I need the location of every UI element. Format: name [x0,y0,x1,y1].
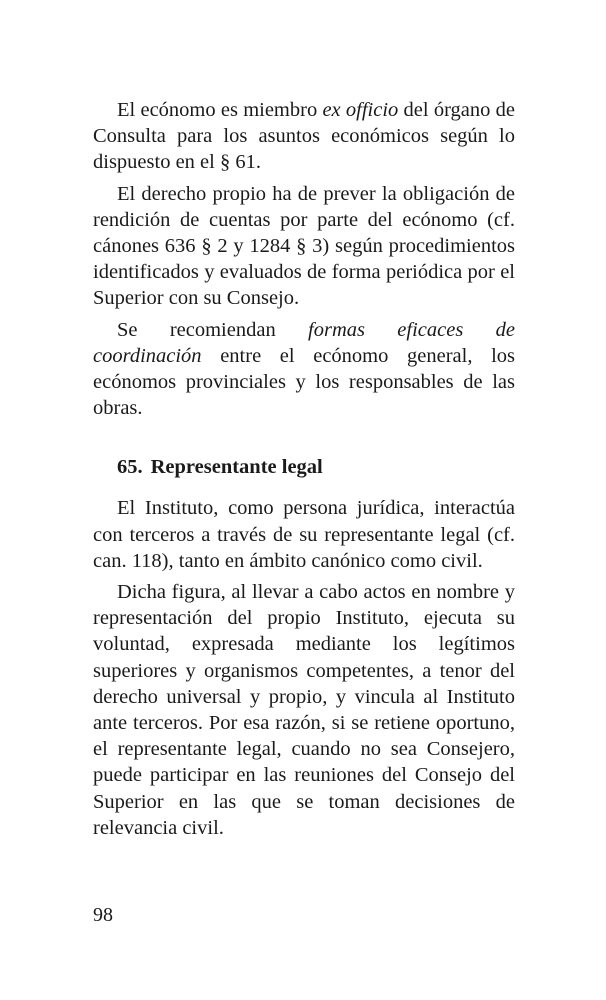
paragraph-rendicion-cuentas: El derecho propio ha de prever la obligación de rendición de cuentas por parte del ecónomo (cf. cánones 636 § 2 y 1284 § 3) según procedimientos identificados y evaluados de forma periódica por el Superior con su Consejo. [93,182,515,310]
text-segment: El ecónomo es miembro [117,99,323,121]
paragraph-coordinacion [93,317,515,422]
paragraph-instituto-persona-juridica: El Instituto, como persona jurídica, interactúa con terceros a través de su representante legal (cf. can. 118), tanto en ámbito canónico como civil. [93,497,515,572]
text-segment: entre el ecónomo general, los ecónomos provinciales y los responsables de las obras. [93,344,515,420]
section-title: Representante legal [150,456,323,479]
section-heading [93,454,515,480]
text-segment: del órgano de Consulta para los asuntos económicos según lo dispuesto en el § 61. [93,99,515,174]
page-body [93,97,515,841]
text-segment: Se recomiendan [117,318,309,341]
section-number: 65. [117,456,143,479]
italic-term: formas eficaces de coordinación [93,318,515,367]
paragraph-economo-member [93,97,515,176]
paragraph-dicha-figura: Dicha figura, al llevar a cabo actos en nombre y representación del propio Instituto, ejecuta su voluntad, expresada mediante los legítimos superiores y organismos competentes, a tenor del derecho universal y propio, y vincula al Instituto ante terceros. Por esa razón, si se retiene oportuno, el representante legal, cuando no sea Consejero, puede participar en las reuniones del Consejo del Superior en las que se toman decisiones de relevancia civil. [93,581,515,839]
italic-term: ex officio [322,99,399,121]
page-number: 98 [93,904,113,926]
